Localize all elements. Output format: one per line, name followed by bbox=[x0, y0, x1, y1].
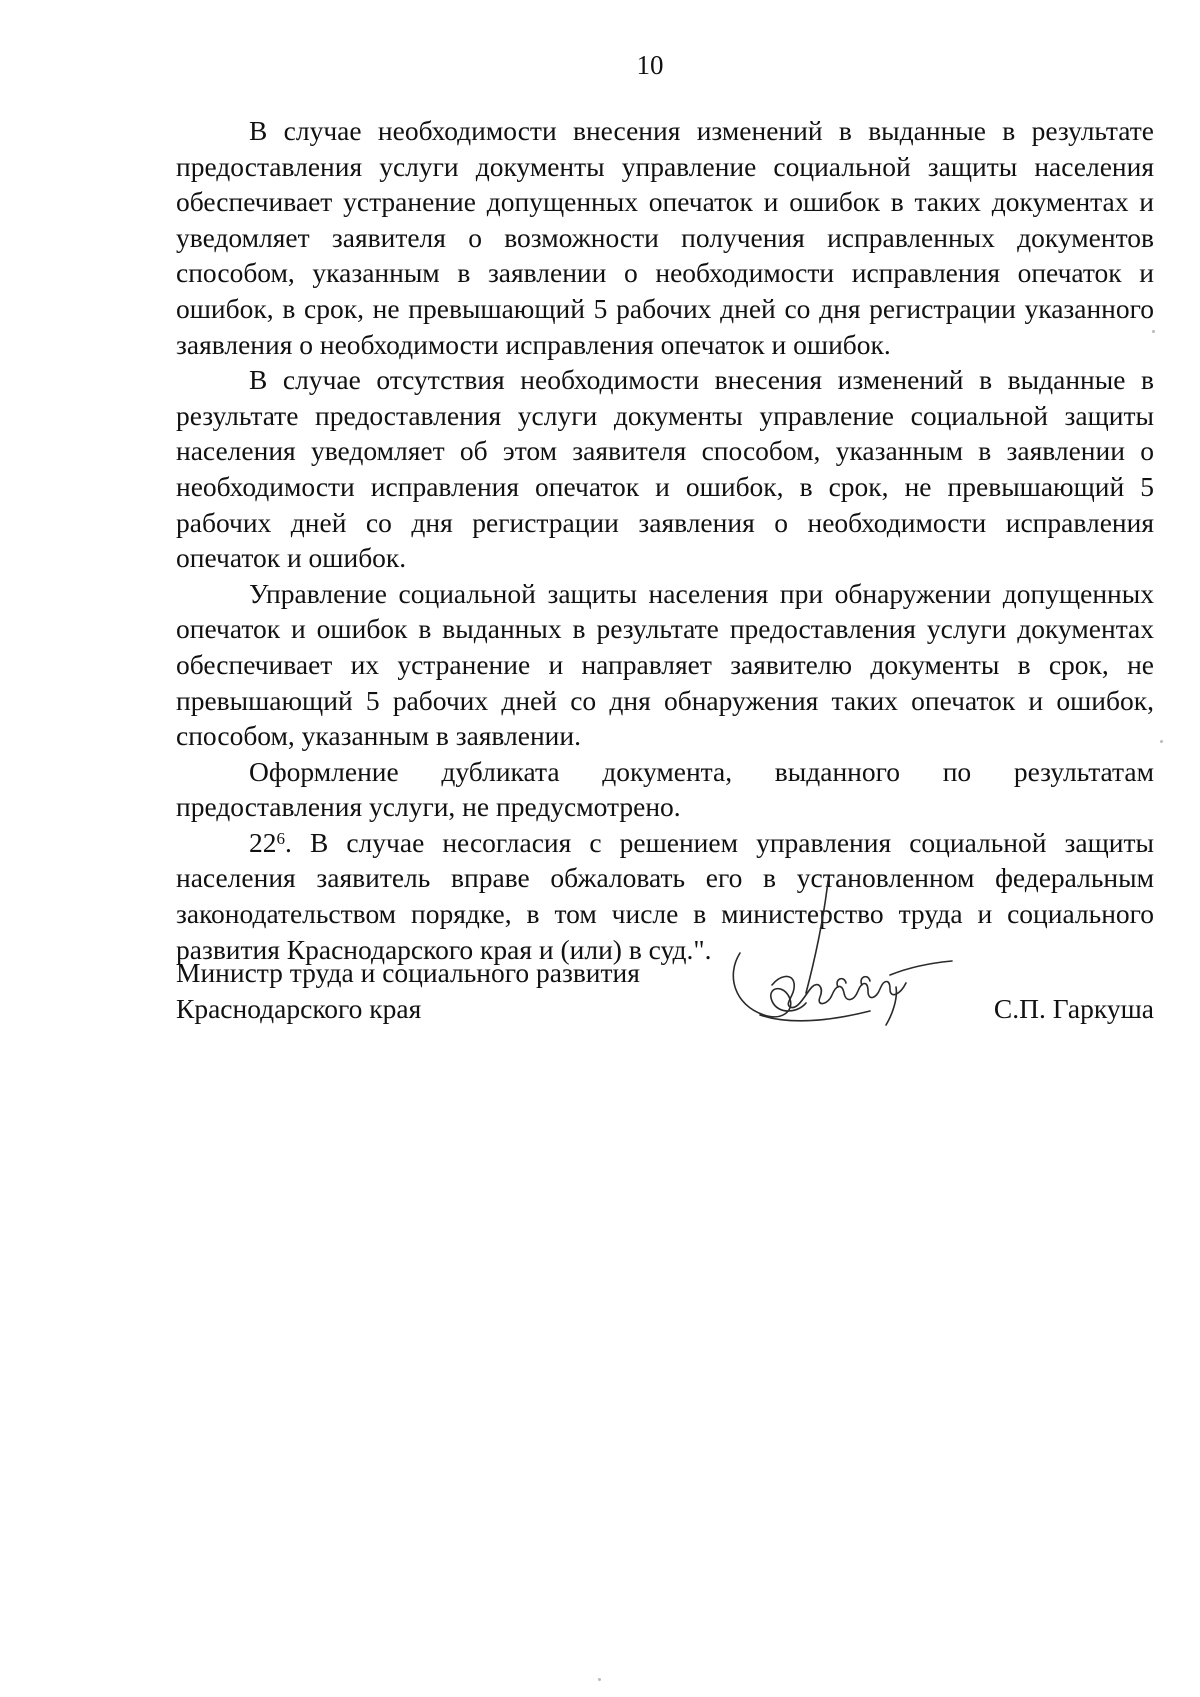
paragraph-detected-errors: Управление социальной защиты населения при обнаружении допущенных опечаток и ошибок в выданных в результате предоставления услуги документах обеспечивает их устранение и направляет заявителю документы в срок, не превышающий 5 рабочих дней со дня обнаружения таких опечаток и ошибок, способом, указанным в заявлении. bbox=[176, 577, 1154, 752]
signature-block bbox=[176, 955, 1154, 1075]
clause-superscript: 6 bbox=[276, 828, 285, 848]
position-line-2: Краснодарского края bbox=[176, 993, 422, 1024]
scan-artifact-dot bbox=[1160, 740, 1163, 743]
handwritten-signature-icon bbox=[720, 875, 960, 1045]
signatory-name: С.П. Гаркуша bbox=[993, 993, 1154, 1024]
clause-text: . В случае несогласия с решением управления социальной защиты населения заявитель вправе обжаловать его в установленном федеральным законодательством порядке, в том числе в министерство труда и социального развития Краснодарского края и (или) в суд.". bbox=[176, 826, 1154, 965]
document-body bbox=[176, 113, 1154, 967]
paragraph-duplicate: Оформление дубликата документа, выданного по результатам предоставления услуги, не предусмотрено. bbox=[176, 755, 1154, 823]
clause-number: 22 bbox=[249, 826, 277, 858]
position-line-1: Министр труда и социального развития bbox=[176, 957, 640, 988]
scan-artifact-dot bbox=[1152, 330, 1155, 333]
paragraph-no-corrections: В случае отсутствия необходимости внесения изменений в выданные в результате предоставления услуги документы управление социальной защиты населения уведомляет об этом заявителя способом, указанным в заявлении о необходимости исправления опечаток и ошибок, в срок, не превышающий 5 рабочих дней со дня регистрации заявления о необходимости исправления опечаток и ошибок. bbox=[176, 364, 1154, 574]
scan-artifact-dot bbox=[598, 1678, 601, 1681]
paragraph-clause-22-6 bbox=[176, 825, 1154, 967]
signatory-position bbox=[176, 955, 696, 1027]
page-number: 10 bbox=[636, 50, 664, 80]
paragraph-corrections: В случае необходимости внесения изменений в выданные в результате предоставления услуги документы управление социальной защиты населения обеспечивает устранение допущенных опечаток и ошибок в таких документах и уведомляет заявителя о возможности получения исправленных документов способом, указанным в заявлении о необходимости исправления опечаток и ошибок, в срок, не превышающий 5 рабочих дней со дня регистрации указанного заявления о необходимости исправления опечаток и ошибок. bbox=[176, 115, 1154, 360]
